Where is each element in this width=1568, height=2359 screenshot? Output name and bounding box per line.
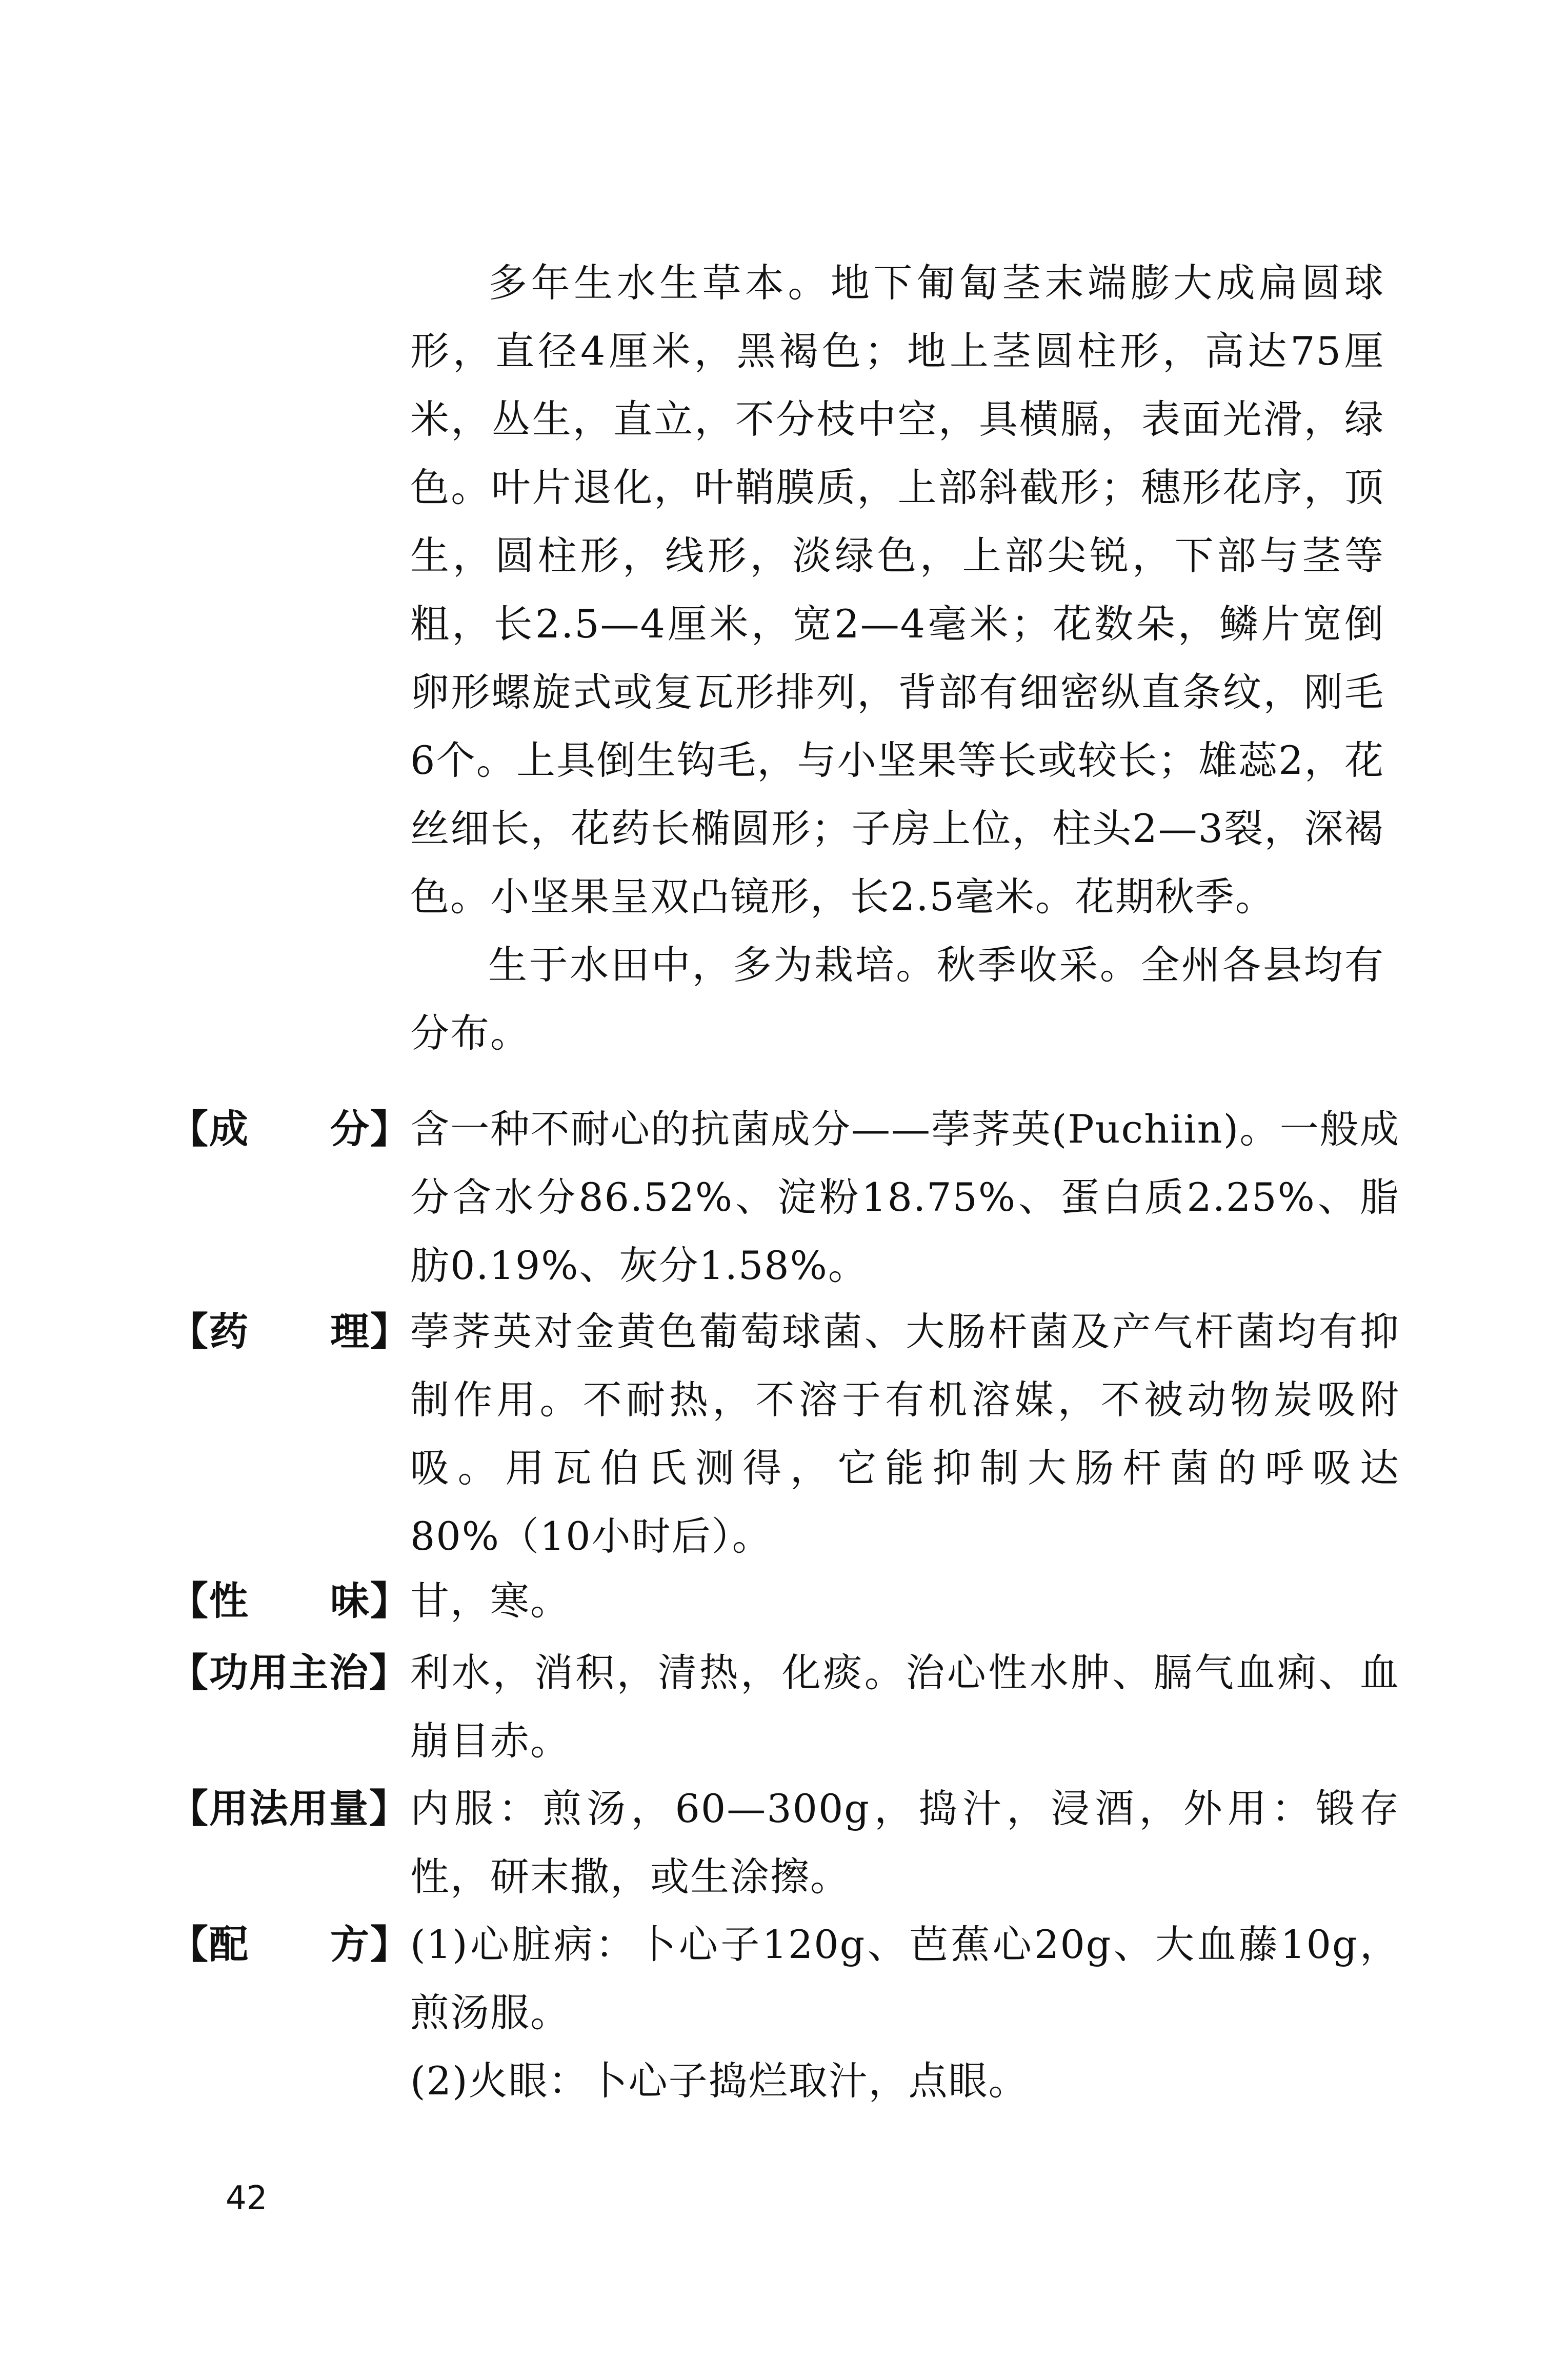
entry-composition (169, 1095, 1400, 1300)
entry-content (410, 1297, 1400, 1570)
entry-label-open: 【配 (169, 1922, 249, 1967)
entry-label-close: 分】 (330, 1106, 410, 1152)
entry-pharmacology (169, 1297, 1400, 1570)
entry-content (410, 1638, 1400, 1775)
entry-dosage (169, 1774, 1400, 1911)
entry-text: 荸荠英对金黄色葡萄球菌、大肠杆菌及产气杆菌均有抑制作用。不耐热，不溶于有机溶媒，不被动物炭吸附吸。用瓦伯氏测得，它能抑制大肠杆菌的呼吸达80%（10小时后）。 (410, 1309, 1400, 1559)
page-number: 42 (226, 2180, 268, 2217)
entry-label-open: 【功用主治】 (169, 1650, 409, 1695)
entry-text: 内服：煎汤，60—300g，捣汁，浸酒，外用：锻存性，研末撒，或生涂擦。 (410, 1786, 1400, 1900)
entry-label (169, 1910, 410, 1978)
entry-label (169, 1638, 410, 1707)
entry-content (410, 1910, 1400, 2115)
description-block (410, 249, 1384, 1067)
entry-content (410, 1567, 1400, 1635)
entry-label (169, 1297, 410, 1366)
entry-label (169, 1774, 410, 1843)
entry-text: 含一种不耐心的抗菌成分——荸荠英(Puchiin)。一般成分含水分86.52%、淀粉18.75%、蛋白质2.25%、脂肪0.19%、灰分1.58%。 (410, 1106, 1400, 1288)
entry-label-open: 【药 (169, 1309, 249, 1354)
entry-label (169, 1567, 410, 1635)
entry-label-open: 【用法用量】 (169, 1786, 409, 1831)
entry-text: 利水，消积，清热，化痰。治心性水肿、膈气血痢、血崩目赤。 (410, 1650, 1400, 1764)
entry-prescriptions (169, 1910, 1400, 2115)
entry-label-open: 【成 (169, 1106, 249, 1152)
description-paragraph-1: 多年生水生草本。地下匍匐茎末端膨大成扁圆球形，直径4厘米，黑褐色；地上茎圆柱形，高达75厘米，丛生，直立，不分枝中空，具横膈，表面光滑，绿色。叶片退化，叶鞘膜质，上部斜截形；穗形花序，顶生，圆柱形，线形，淡绿色，上部尖锐，下部与茎等粗，长2.5—4厘米，宽2—4毫米；花数朵，鳞片宽倒卵形螺旋式或复瓦形排列，背部有细密纵直条纹，刚毛6个。上具倒生钩毛，与小坚果等长或较长；雄蕊2，花丝细长，花药长椭圆形；子房上位，柱头2—3裂，深褐色。小坚果呈双凸镜形，长2.5毫米。花期秋季。 (410, 260, 1384, 919)
entry-text: (2)火眼：卜心子捣烂取汁，点眼。 (410, 2058, 1029, 2104)
entry-content (410, 1774, 1400, 1911)
entry-indications (169, 1638, 1400, 1775)
entry-text: 甘，寒。 (410, 1578, 570, 1624)
entry-label-close: 理】 (330, 1309, 410, 1354)
entry-label-close: 味】 (330, 1578, 410, 1624)
entry-content (410, 1095, 1400, 1300)
entry-taste (169, 1567, 1400, 1635)
description-paragraph-2: 生于水田中，多为栽培。秋季收采。全州各县均有分布。 (410, 942, 1384, 1056)
entry-label (169, 1095, 410, 1163)
entry-text: (1)心脏病：卜心子120g、芭蕉心20g、大血藤10g，煎汤服。 (410, 1922, 1400, 2035)
entry-label-close: 方】 (330, 1922, 410, 1967)
entry-label-open: 【性 (169, 1578, 249, 1624)
